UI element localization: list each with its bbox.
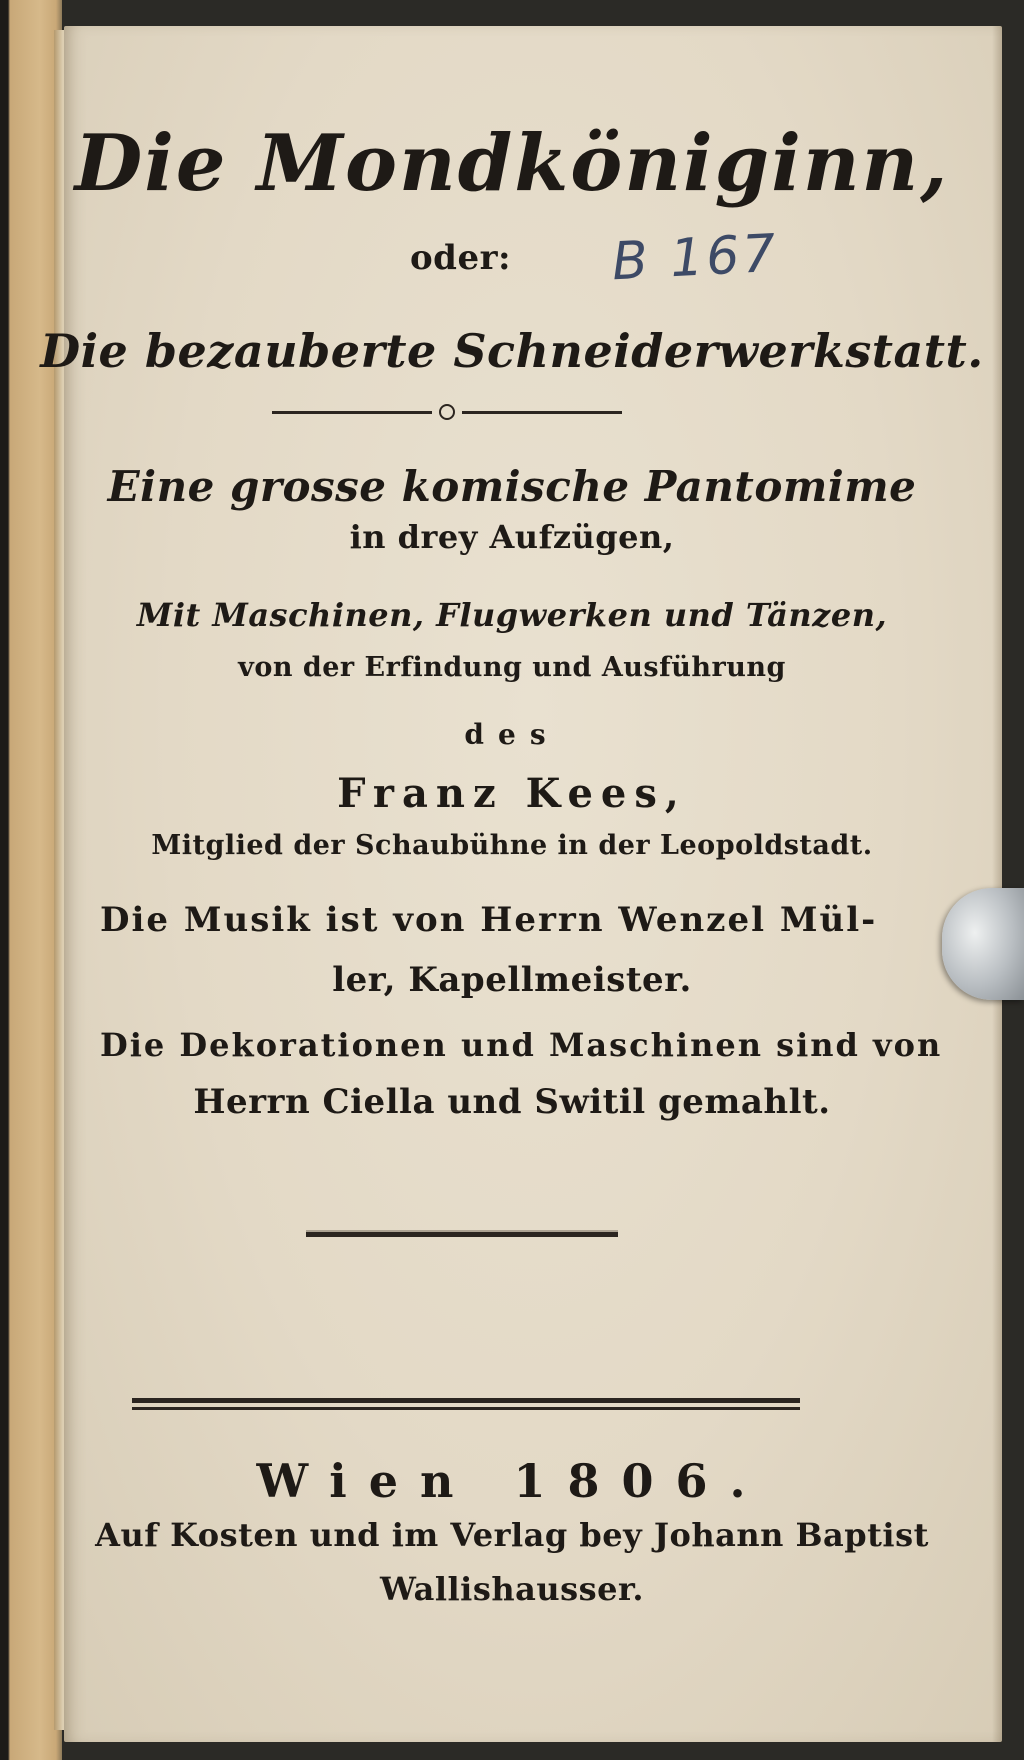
genre-line-2: in drey Aufzügen, [349, 518, 675, 556]
author-name: Franz Kees, [337, 770, 687, 817]
genre-line-1: Eine grosse komische Pantomime [107, 462, 917, 511]
decor-credit-line-2: Herrn Ciella und Switil gemahlt. [193, 1082, 831, 1122]
des-word: des [464, 718, 560, 751]
author-role: Mitglied der Schaubühne in der Leopoldstadt. [151, 830, 873, 861]
music-credit-line-2: ler, Kapellmeister. [332, 960, 692, 1000]
decor-credit-line-1: Die Dekorationen und Maschinen sind von [100, 1026, 943, 1064]
publisher-line-2: Wallishausser. [379, 1570, 645, 1608]
short-rule [306, 1232, 618, 1237]
invention-line: von der Erfindung und Ausführung [238, 652, 786, 683]
place-and-year: Wien 1806. [256, 1454, 768, 1508]
music-credit-line-1: Die Musik ist von Herrn Wenzel Mül- [100, 900, 878, 940]
ornament-divider [272, 404, 622, 420]
publisher-line-1: Auf Kosten und im Verlag bey Johann Baptist [95, 1516, 929, 1554]
handwritten-shelfmark: B 167 [610, 223, 780, 293]
book-title: Die Mondköniginn, [74, 118, 950, 209]
features-line: Mit Maschinen, Flugwerken und Tänzen, [136, 596, 888, 634]
book-subtitle: Die bezauberte Schneiderwerkstatt. [40, 324, 984, 378]
thick-double-rule [132, 1398, 800, 1410]
oder-conjunction: oder: [410, 238, 512, 278]
